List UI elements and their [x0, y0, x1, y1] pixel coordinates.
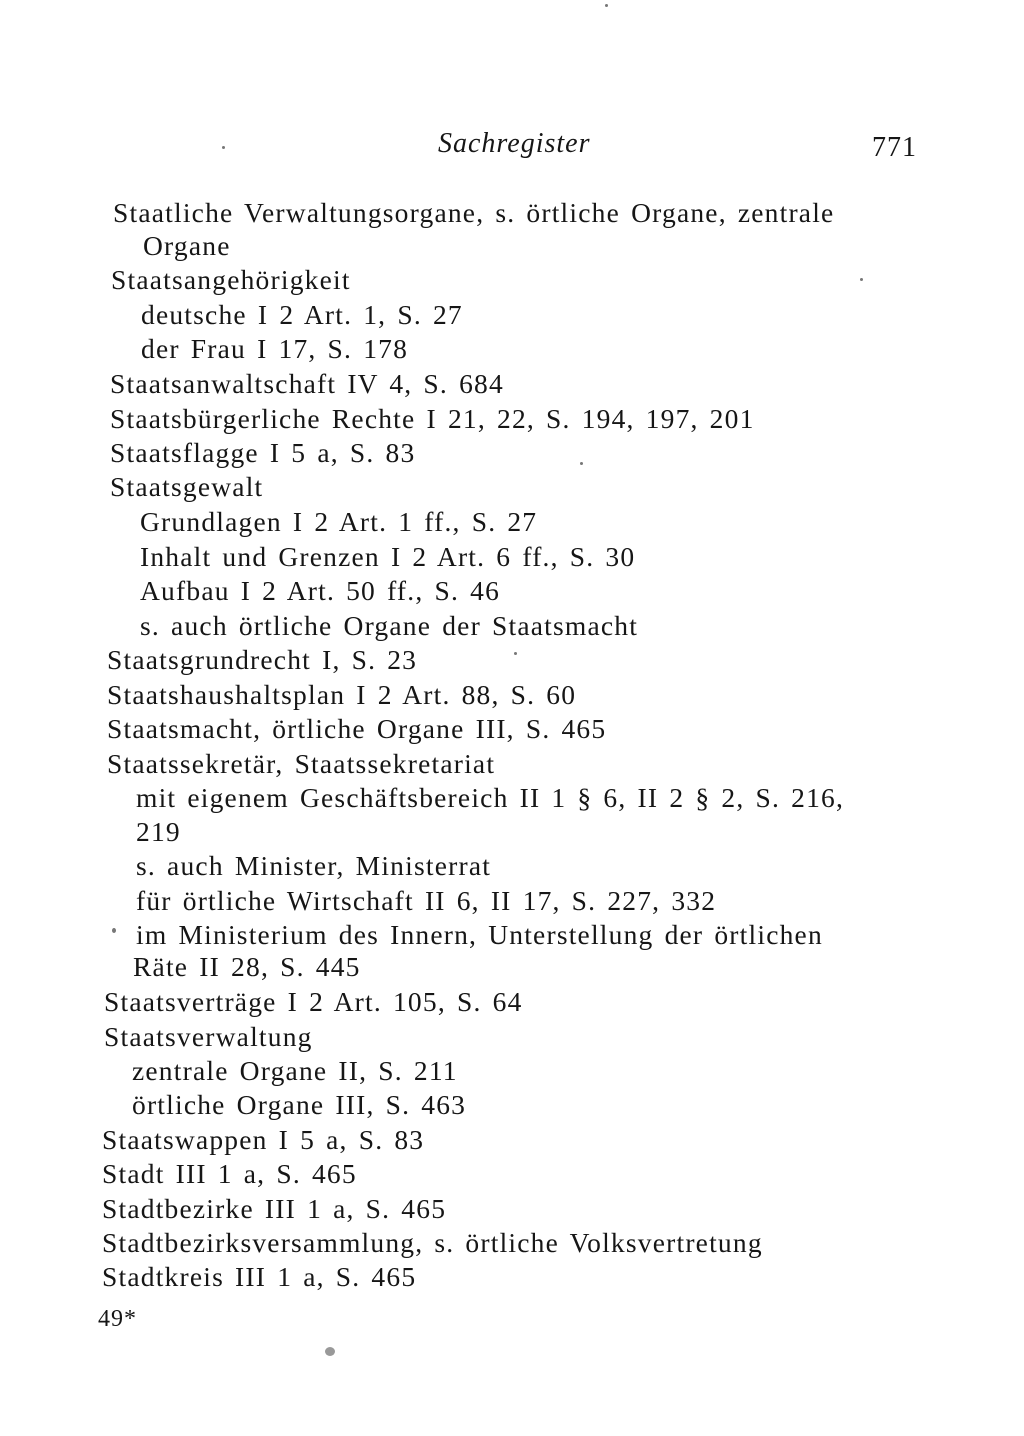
index-entry-sub: für örtliche Wirtschaft II 6, II 17, S. 227, 332: [136, 885, 717, 916]
index-entry-main: Stadtbezirksversammlung, s. örtliche Volksvertretung: [102, 1227, 763, 1258]
index-entry-main: Staatsgrundrecht I, S. 23: [107, 644, 418, 675]
print-speck: [605, 4, 608, 7]
print-speck: [112, 928, 116, 933]
index-entry-continuation: 219: [136, 816, 181, 847]
index-entry-sub: der Frau I 17, S. 178: [141, 333, 409, 364]
print-speck: [222, 146, 225, 149]
index-entry-sub: örtliche Organe III, S. 463: [132, 1089, 467, 1120]
index-entry-sub: zentrale Organe II, S. 211: [132, 1055, 458, 1086]
index-entry-main: Staatsmacht, örtliche Organe III, S. 465: [107, 713, 607, 744]
index-entry-continuation: Räte II 28, S. 445: [133, 951, 361, 982]
index-entry-main: Stadtkreis III 1 a, S. 465: [102, 1261, 417, 1292]
index-entry-sub: Inhalt und Grenzen I 2 Art. 6 ff., S. 30: [140, 541, 636, 572]
index-entry-main: Staatliche Verwaltungsorgane, s. örtliche Organe, zentrale: [113, 197, 835, 228]
index-entry-main: Staatsflagge I 5 a, S. 83: [110, 437, 416, 468]
index-entry-main: Stadt III 1 a, S. 465: [102, 1158, 357, 1189]
index-entry-main: Stadtbezirke III 1 a, S. 465: [102, 1193, 447, 1224]
index-entry-main: Staatsverwaltung: [104, 1021, 313, 1052]
page-header-title: Sachregister: [438, 128, 591, 159]
index-entry-sub: mit eigenem Geschäftsbereich II 1 § 6, II 2 § 2, S. 216,: [136, 782, 845, 813]
index-entry-main: Staatshaushaltsplan I 2 Art. 88, S. 60: [107, 679, 577, 710]
index-entry-sub: s. auch örtliche Organe der Staatsmacht: [140, 610, 639, 641]
index-entry-main: Staatsanwaltschaft IV 4, S. 684: [110, 368, 504, 399]
print-speck: [514, 652, 517, 655]
index-entry-main: Staatssekretär, Staatssekretariat: [107, 748, 496, 779]
index-entry-continuation: Organe: [143, 230, 231, 261]
index-entry-main: Staatsbürgerliche Rechte I 21, 22, S. 194, 197, 201: [110, 403, 755, 434]
print-speck: [325, 1347, 335, 1356]
index-entry-main: Staatswappen I 5 a, S. 83: [102, 1124, 425, 1155]
page-number: 771: [872, 132, 917, 163]
print-speck: [580, 462, 583, 465]
index-entry-main: Staatsverträge I 2 Art. 105, S. 64: [104, 986, 523, 1017]
index-entry-main: Staatsangehörigkeit: [111, 264, 351, 295]
print-speck: [860, 278, 863, 281]
index-entry-main: Staatsgewalt: [110, 471, 264, 502]
sheet-signature: 49*: [98, 1306, 137, 1332]
index-entry-sub: deutsche I 2 Art. 1, S. 27: [141, 299, 463, 330]
index-entry-sub: Grundlagen I 2 Art. 1 ff., S. 27: [140, 506, 538, 537]
index-entry-sub: im Ministerium des Innern, Unterstellung der örtlichen: [136, 919, 823, 950]
index-entry-sub: Aufbau I 2 Art. 50 ff., S. 46: [140, 575, 501, 606]
index-entry-sub: s. auch Minister, Ministerrat: [136, 850, 492, 881]
